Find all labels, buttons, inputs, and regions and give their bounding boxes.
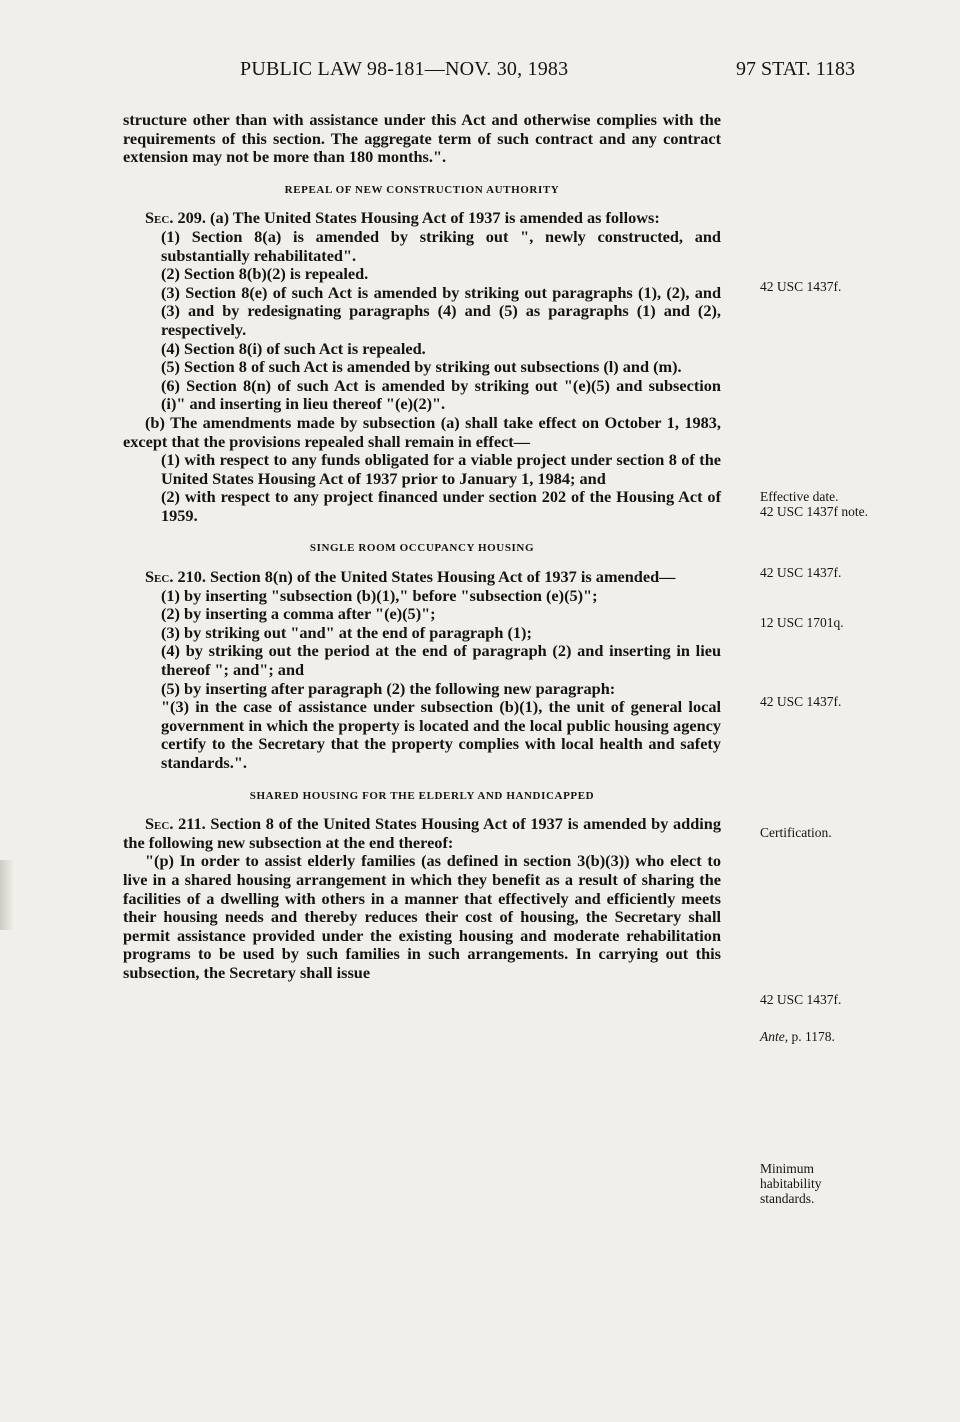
margin-note-citation: 42 USC 1437f.: [760, 279, 842, 294]
scan-edge-shadow: [0, 860, 14, 930]
paragraph-209-1: (1) Section 8(a) is amended by striking out ", newly constructed, and substantially rehabilitated".: [161, 226, 721, 265]
section-heading-210: SINGLE ROOM OCCUPANCY HOUSING: [309, 542, 535, 555]
section-209-intro: [123, 209, 721, 228]
section-heading-211: SHARED HOUSING FOR THE ELDERLY AND HANDICAPPED: [249, 789, 595, 802]
margin-note-citation: 42 USC 1437f note.: [760, 504, 868, 519]
section-209-text: 209. (a) The United States Housing Act of 1937 is amended as follows:: [173, 208, 660, 228]
margin-note-citation: 42 USC 1437f.: [760, 565, 842, 580]
paragraph-209-4: (4) Section 8(i) of such Act is repealed.: [161, 338, 426, 358]
margin-note-citation: 12 USC 1701q.: [760, 615, 844, 630]
paragraph-209-6: (6) Section 8(n) of such Act is amended by striking out "(e)(5) and subsection (i)" and inserting in lieu thereof "(e)(2)".: [161, 375, 721, 414]
section-heading-209: REPEAL OF NEW CONSTRUCTION AUTHORITY: [284, 183, 560, 196]
paragraph-210-1: (1) by inserting "subsection (b)(1)," before "subsection (e)(5)";: [161, 585, 598, 605]
page-number: 97 STAT. 1183: [736, 58, 855, 80]
paragraph-210-2: (2) by inserting a comma after "(e)(5)";: [161, 604, 436, 624]
subsection-209-b: (b) The amendments made by subsection (a) shall take effect on October 1, 1983, except that the provisions repealed shall remain in effect—: [123, 412, 721, 451]
paragraph-209-b2: (2) with respect to any project financed under section 202 of the Housing Act of 1959.: [161, 487, 721, 525]
margin-note-minimum-habitability: Minimum habitability standards.: [760, 1161, 822, 1206]
margin-note-citation: 42 USC 1437f.: [760, 694, 842, 709]
margin-note-ante-reference: [760, 1029, 880, 1044]
margin-note-effective-date: Effective date.: [760, 489, 839, 504]
quoted-paragraph-210-3: "(3) in the case of assistance under subsection (b)(1), the unit of general local government in which the property is located and the local public housing agency certify to the Secretary that the property complies with local health and safety standards.".: [161, 697, 721, 772]
section-210-intro: [123, 568, 721, 587]
paragraph-210-3: (3) by striking out "and" at the end of paragraph (1);: [161, 622, 532, 642]
paragraph-209-3: (3) Section 8(e) of such Act is amended by striking out paragraphs (1), (2), and (3) and by redesignating paragraphs (4) and (5) as paragraphs (1) and (2), respectively.: [161, 282, 721, 339]
body-text: [123, 111, 721, 983]
paragraph-210-5: (5) by inserting after paragraph (2) the following new paragraph:: [161, 678, 616, 698]
paragraph-210-4: (4) by striking out the period at the end of paragraph (2) and inserting in lieu thereof "; and"; and: [161, 641, 721, 680]
section-label: Sec.: [145, 814, 174, 834]
section-211-text: 211. Section 8 of the United States Housing Act of 1937 is amended by adding the following new subsection at the end thereof:: [123, 814, 721, 852]
paragraph-209-2: (2) Section 8(b)(2) is repealed.: [161, 264, 369, 284]
quoted-subsection-211-p: "(p) In order to assist elderly families (as defined in section 3(b)(3)) who elect to live in a shared housing arrangement in which they benefit as a result of sharing the facilities of a dwelling with others in a manner that effectively and efficiently meets their housing needs and thereby reduces their cost of housing, the Secretary shall permit assistance provided under the existing housing and moderate rehabilitation programs to be used by such families in such arrangements. In carrying out this subsection, the Secretary shall issue: [123, 851, 721, 982]
continuation-paragraph: structure other than with assistance under this Act and otherwise complies with the requirements of this section. The aggregate term of such contract and any contract extension may not be more than 180 months.".: [123, 110, 721, 167]
paragraph-209-5: (5) Section 8 of such Act is amended by striking out subsections (l) and (m).: [161, 357, 682, 377]
running-head: PUBLIC LAW 98-181—NOV. 30, 1983: [240, 58, 569, 80]
section-label: Sec.: [145, 208, 174, 228]
paragraph-209-b1: (1) with respect to any funds obligated for a viable project under section 8 of the United States Housing Act of 1937 prior to January 1, 1984; and: [161, 450, 721, 488]
ante-page: p. 1178.: [788, 1029, 835, 1044]
margin-note-certification: Certification.: [760, 825, 832, 840]
section-label: Sec.: [145, 567, 174, 587]
ante-italic: Ante,: [760, 1029, 789, 1044]
section-210-text: 210. Section 8(n) of the United States Housing Act of 1937 is amended—: [173, 567, 676, 587]
section-211-intro: [123, 815, 721, 852]
margin-note-citation: 42 USC 1437f.: [760, 992, 842, 1007]
